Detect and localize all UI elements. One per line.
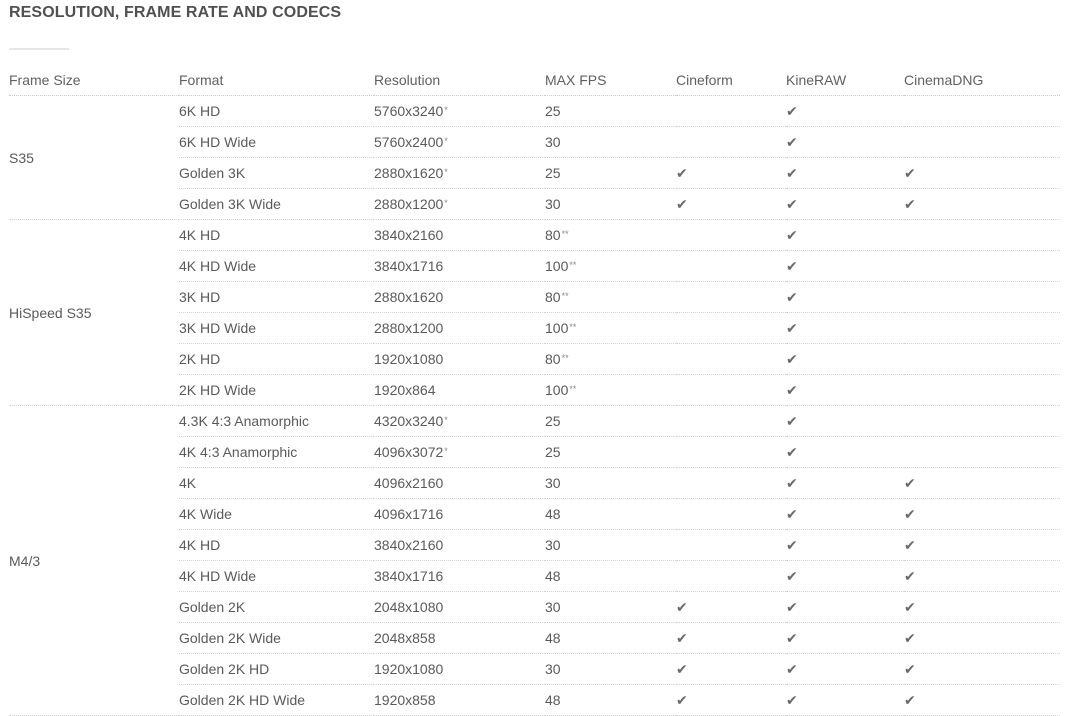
resolution-value: 4096x3072 (374, 444, 444, 460)
cineform-cell (676, 344, 786, 375)
page-title: RESOLUTION, FRAME RATE AND CODECS (9, 4, 342, 21)
cinemadng-cell (904, 654, 1060, 685)
cinemadng-cell (904, 685, 1060, 716)
max-fps-cell (545, 499, 676, 530)
checkmark-icon: ✔ (786, 506, 798, 523)
max-fps-value: 48 (545, 568, 561, 584)
checkmark-icon: ✔ (904, 630, 916, 647)
header-format: Format (179, 65, 374, 96)
format-cell: 6K HD Wide (179, 127, 374, 158)
cineform-cell (676, 654, 786, 685)
cinemadng-cell (904, 158, 1060, 189)
max-fps-cell (545, 344, 676, 375)
kineraw-cell (786, 189, 904, 220)
format-cell: Golden 3K (179, 158, 374, 189)
format-cell: 3K HD Wide (179, 313, 374, 344)
resolution-value: 4320x3240 (374, 413, 444, 429)
resolution-value: 3840x2160 (374, 537, 444, 553)
max-fps-cell (545, 654, 676, 685)
resolution-value: 3840x2160 (374, 227, 444, 243)
kineraw-cell (786, 158, 904, 189)
max-fps-value: 48 (545, 692, 561, 708)
resolution-cell (374, 437, 545, 468)
format-cell: Golden 2K HD (179, 654, 374, 685)
checkmark-icon: ✔ (676, 165, 688, 182)
resolution-cell (374, 654, 545, 685)
footnote-marker: ** (569, 384, 577, 394)
max-fps-cell (545, 220, 676, 251)
cineform-cell (676, 406, 786, 437)
table-row (9, 220, 1060, 251)
cineform-cell (676, 189, 786, 220)
header-frame-size: Frame Size (9, 65, 179, 96)
max-fps-cell (545, 158, 676, 189)
kineraw-cell (786, 530, 904, 561)
format-cell: Golden 3K Wide (179, 189, 374, 220)
checkmark-icon: ✔ (904, 568, 916, 585)
resolution-cell (374, 561, 545, 592)
cinemadng-cell (904, 96, 1060, 127)
resolution-cell (374, 344, 545, 375)
max-fps-value: 25 (545, 413, 561, 429)
resolution-cell (374, 592, 545, 623)
resolution-cell (374, 220, 545, 251)
max-fps-value: 30 (545, 661, 561, 677)
format-cell: Golden 2K HD Wide (179, 685, 374, 716)
max-fps-value: 25 (545, 444, 561, 460)
checkmark-icon: ✔ (904, 692, 916, 709)
table-row (9, 96, 1060, 127)
format-cell: 2K HD Wide (179, 375, 374, 406)
resolution-cell (374, 499, 545, 530)
format-cell: 4.3K 4:3 Anamorphic (179, 406, 374, 437)
max-fps-cell (545, 189, 676, 220)
max-fps-value: 80 (545, 289, 561, 305)
frame-size-cell: S35 (9, 96, 179, 220)
max-fps-cell (545, 561, 676, 592)
kineraw-cell (786, 654, 904, 685)
max-fps-value: 48 (545, 506, 561, 522)
resolution-cell (374, 96, 545, 127)
cineform-cell (676, 313, 786, 344)
max-fps-cell (545, 437, 676, 468)
max-fps-value: 25 (545, 165, 561, 181)
format-cell: 4K 4:3 Anamorphic (179, 437, 374, 468)
cinemadng-cell (904, 220, 1060, 251)
checkmark-icon: ✔ (676, 599, 688, 616)
cineform-cell (676, 158, 786, 189)
max-fps-cell (545, 685, 676, 716)
checkmark-icon: ✔ (786, 320, 798, 337)
resolution-value: 1920x1080 (374, 661, 444, 677)
header-row (9, 65, 1060, 96)
resolution-value: 4096x2160 (374, 475, 444, 491)
cineform-cell (676, 375, 786, 406)
kineraw-cell (786, 623, 904, 654)
cinemadng-cell (904, 127, 1060, 158)
kineraw-cell (786, 592, 904, 623)
checkmark-icon: ✔ (904, 537, 916, 554)
cineform-cell (676, 96, 786, 127)
checkmark-icon: ✔ (904, 165, 916, 182)
footnote-marker: * (444, 136, 448, 146)
checkmark-icon: ✔ (786, 103, 798, 120)
max-fps-value: 80 (545, 227, 561, 243)
cineform-cell (676, 282, 786, 313)
max-fps-value: 100 (545, 258, 569, 274)
checkmark-icon: ✔ (786, 444, 798, 461)
kineraw-cell (786, 685, 904, 716)
kineraw-cell (786, 437, 904, 468)
checkmark-icon: ✔ (676, 661, 688, 678)
checkmark-icon: ✔ (786, 537, 798, 554)
header-cineform: Cineform (676, 65, 786, 96)
format-cell: Golden 2K (179, 592, 374, 623)
checkmark-icon: ✔ (786, 196, 798, 213)
checkmark-icon: ✔ (786, 568, 798, 585)
cineform-cell (676, 468, 786, 499)
resolution-cell (374, 685, 545, 716)
kineraw-cell (786, 96, 904, 127)
max-fps-value: 80 (545, 351, 561, 367)
cineform-cell (676, 127, 786, 158)
max-fps-value: 48 (545, 630, 561, 646)
max-fps-cell (545, 127, 676, 158)
checkmark-icon: ✔ (904, 599, 916, 616)
checkmark-icon: ✔ (786, 227, 798, 244)
cinemadng-cell (904, 530, 1060, 561)
footnote-marker: * (444, 415, 448, 425)
cineform-cell (676, 251, 786, 282)
max-fps-cell (545, 592, 676, 623)
checkmark-icon: ✔ (786, 351, 798, 368)
resolution-cell (374, 623, 545, 654)
cinemadng-cell (904, 282, 1060, 313)
resolution-cell (374, 313, 545, 344)
checkmark-icon: ✔ (676, 630, 688, 647)
checkmark-icon: ✔ (786, 134, 798, 151)
format-cell: 4K HD Wide (179, 251, 374, 282)
footnote-marker: ** (561, 229, 569, 239)
kineraw-cell (786, 220, 904, 251)
resolution-value: 1920x864 (374, 382, 436, 398)
max-fps-cell (545, 96, 676, 127)
footnote-marker: * (444, 198, 448, 208)
resolution-cell (374, 189, 545, 220)
cineform-cell (676, 220, 786, 251)
cineform-cell (676, 530, 786, 561)
max-fps-value: 30 (545, 475, 561, 491)
resolution-value: 2048x858 (374, 630, 436, 646)
frame-size-cell: M4/3 (9, 406, 179, 716)
table-header (9, 65, 1060, 96)
cinemadng-cell (904, 499, 1060, 530)
kineraw-cell (786, 344, 904, 375)
max-fps-cell (545, 313, 676, 344)
resolution-value: 2048x1080 (374, 599, 444, 615)
checkmark-icon: ✔ (786, 289, 798, 306)
format-cell: 4K HD Wide (179, 561, 374, 592)
kineraw-cell (786, 282, 904, 313)
checkmark-icon: ✔ (786, 258, 798, 275)
max-fps-cell (545, 406, 676, 437)
checkmark-icon: ✔ (904, 661, 916, 678)
resolution-value: 4096x1716 (374, 506, 444, 522)
resolution-cell (374, 406, 545, 437)
kineraw-cell (786, 468, 904, 499)
checkmark-icon: ✔ (786, 382, 798, 399)
header-cinemadng: CinemaDNG (904, 65, 1060, 96)
format-cell: 4K HD (179, 220, 374, 251)
checkmark-icon: ✔ (676, 692, 688, 709)
footnote-marker: * (444, 446, 448, 456)
max-fps-value: 100 (545, 382, 569, 398)
resolution-value: 2880x1200 (374, 320, 444, 336)
footnote-marker: ** (569, 322, 577, 332)
cinemadng-cell (904, 251, 1060, 282)
cinemadng-cell (904, 592, 1060, 623)
header-resolution: Resolution (374, 65, 545, 96)
format-cell: Golden 2K Wide (179, 623, 374, 654)
resolution-value: 5760x3240 (374, 103, 444, 119)
cinemadng-cell (904, 437, 1060, 468)
cinemadng-cell (904, 375, 1060, 406)
cineform-cell (676, 592, 786, 623)
cineform-cell (676, 623, 786, 654)
resolution-cell (374, 158, 545, 189)
kineraw-cell (786, 251, 904, 282)
checkmark-icon: ✔ (676, 196, 688, 213)
max-fps-value: 30 (545, 134, 561, 150)
resolution-value: 2880x1620 (374, 165, 444, 181)
resolution-value: 1920x1080 (374, 351, 444, 367)
footnote-marker: ** (561, 353, 569, 363)
kineraw-cell (786, 375, 904, 406)
resolution-cell (374, 468, 545, 499)
checkmark-icon: ✔ (786, 599, 798, 616)
resolution-cell (374, 375, 545, 406)
footnote-marker: * (444, 167, 448, 177)
max-fps-cell (545, 282, 676, 313)
kineraw-cell (786, 499, 904, 530)
max-fps-value: 25 (545, 103, 561, 119)
resolution-value: 1920x858 (374, 692, 436, 708)
kineraw-cell (786, 313, 904, 344)
format-cell: 4K Wide (179, 499, 374, 530)
format-cell: 6K HD (179, 96, 374, 127)
kineraw-cell (786, 406, 904, 437)
max-fps-cell (545, 530, 676, 561)
resolution-cell (374, 282, 545, 313)
cinemadng-cell (904, 189, 1060, 220)
cineform-cell (676, 499, 786, 530)
format-cell: 3K HD (179, 282, 374, 313)
cineform-cell (676, 561, 786, 592)
kineraw-cell (786, 561, 904, 592)
table-row (9, 406, 1060, 437)
max-fps-cell (545, 623, 676, 654)
cinemadng-cell (904, 561, 1060, 592)
cinemadng-cell (904, 406, 1060, 437)
checkmark-icon: ✔ (904, 475, 916, 492)
max-fps-value: 100 (545, 320, 569, 336)
cinemadng-cell (904, 313, 1060, 344)
resolution-value: 3840x1716 (374, 568, 444, 584)
max-fps-cell (545, 468, 676, 499)
checkmark-icon: ✔ (786, 692, 798, 709)
resolution-cell (374, 127, 545, 158)
format-cell: 4K (179, 468, 374, 499)
checkmark-icon: ✔ (786, 475, 798, 492)
frame-size-cell: HiSpeed S35 (9, 220, 179, 406)
kineraw-cell (786, 127, 904, 158)
table-body (9, 96, 1060, 716)
max-fps-value: 30 (545, 599, 561, 615)
cinemadng-cell (904, 623, 1060, 654)
resolution-value: 2880x1200 (374, 196, 444, 212)
resolution-value: 3840x1716 (374, 258, 444, 274)
format-cell: 4K HD (179, 530, 374, 561)
footnote-marker: * (444, 105, 448, 115)
format-cell: 2K HD (179, 344, 374, 375)
resolution-value: 5760x2400 (374, 134, 444, 150)
max-fps-value: 30 (545, 537, 561, 553)
checkmark-icon: ✔ (904, 196, 916, 213)
codec-table (9, 65, 1060, 716)
cinemadng-cell (904, 344, 1060, 375)
footnote-marker: ** (561, 291, 569, 301)
cineform-cell (676, 437, 786, 468)
max-fps-value: 30 (545, 196, 561, 212)
footnote-marker: ** (569, 260, 577, 270)
cineform-cell (676, 685, 786, 716)
resolution-value: 2880x1620 (374, 289, 444, 305)
max-fps-cell (545, 375, 676, 406)
checkmark-icon: ✔ (786, 630, 798, 647)
checkmark-icon: ✔ (786, 413, 798, 430)
resolution-cell (374, 530, 545, 561)
checkmark-icon: ✔ (786, 165, 798, 182)
checkmark-icon: ✔ (786, 661, 798, 678)
header-max-fps: MAX FPS (545, 65, 676, 96)
checkmark-icon: ✔ (904, 506, 916, 523)
cinemadng-cell (904, 468, 1060, 499)
resolution-cell (374, 251, 545, 282)
title-divider (9, 48, 69, 50)
header-kineraw: KineRAW (786, 65, 904, 96)
max-fps-cell (545, 251, 676, 282)
